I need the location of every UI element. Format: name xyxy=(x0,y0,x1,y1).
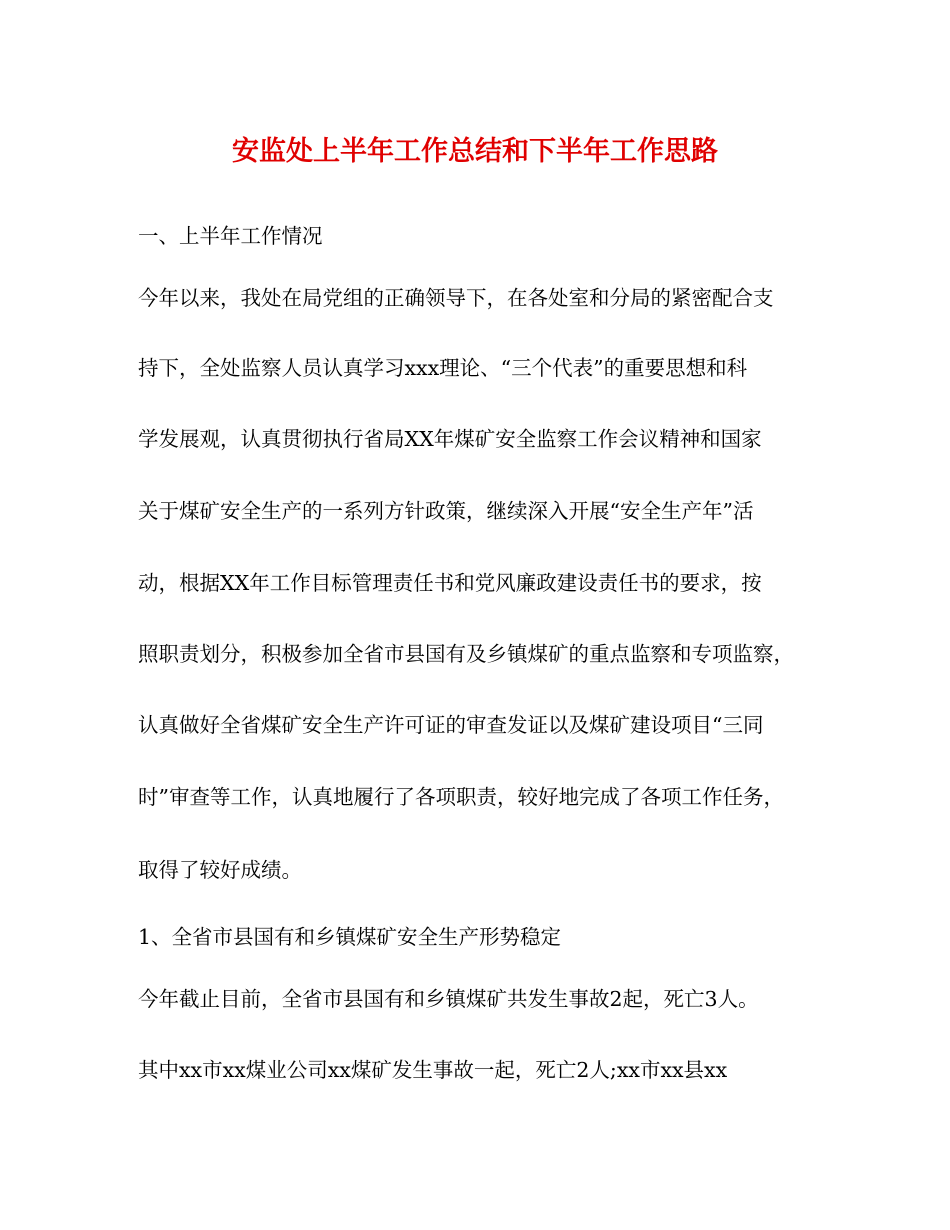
paragraph-line: 时”审查等工作，认真地履行了各项职责，较好地完成了各项工作任务， xyxy=(138,785,784,809)
paragraph-line: 关于煤矿安全生产的一系列方针政策，继续深入开展“安全生产年”活 xyxy=(138,499,754,523)
paragraph-line: 照职责划分，积极参加全省市县国有及乡镇煤矿的重点监察和专项监察， xyxy=(138,642,794,666)
paragraph-line: 今年以来，我处在局党组的正确领导下，在各处室和分局的紧密配合支 xyxy=(138,286,774,310)
paragraph-line: 今年截止目前，全省市县国有和乡镇煤矿共发生事故2起，死亡3人。 xyxy=(138,987,759,1011)
paragraph-line: 取得了较好成绩。 xyxy=(138,858,302,882)
document-title: 安监处上半年工作总结和下半年工作思路 xyxy=(232,136,718,167)
paragraph-line: 动，根据XX年工作目标管理责任书和党风廉政建设责任书的要求，按 xyxy=(138,571,762,595)
section-heading: 一、上半年工作情况 xyxy=(138,224,323,248)
paragraph-line: 学发展观，认真贯彻执行省局XX年煤矿安全监察工作会议精神和国家 xyxy=(138,427,762,451)
paragraph-line: 持下，全处监察人员认真学习xxx理论、“三个代表”的重要思想和科 xyxy=(138,356,748,380)
subheading: 1、全省市县国有和乡镇煤矿安全生产形势稳定 xyxy=(138,925,562,949)
paragraph-line: 认真做好全省煤矿安全生产许可证的审查发证以及煤矿建设项目“三同 xyxy=(138,713,764,737)
paragraph-line: 其中xx市xx煤业公司xx煤矿发生事故一起，死亡2人;xx市xx县xx xyxy=(138,1058,728,1082)
